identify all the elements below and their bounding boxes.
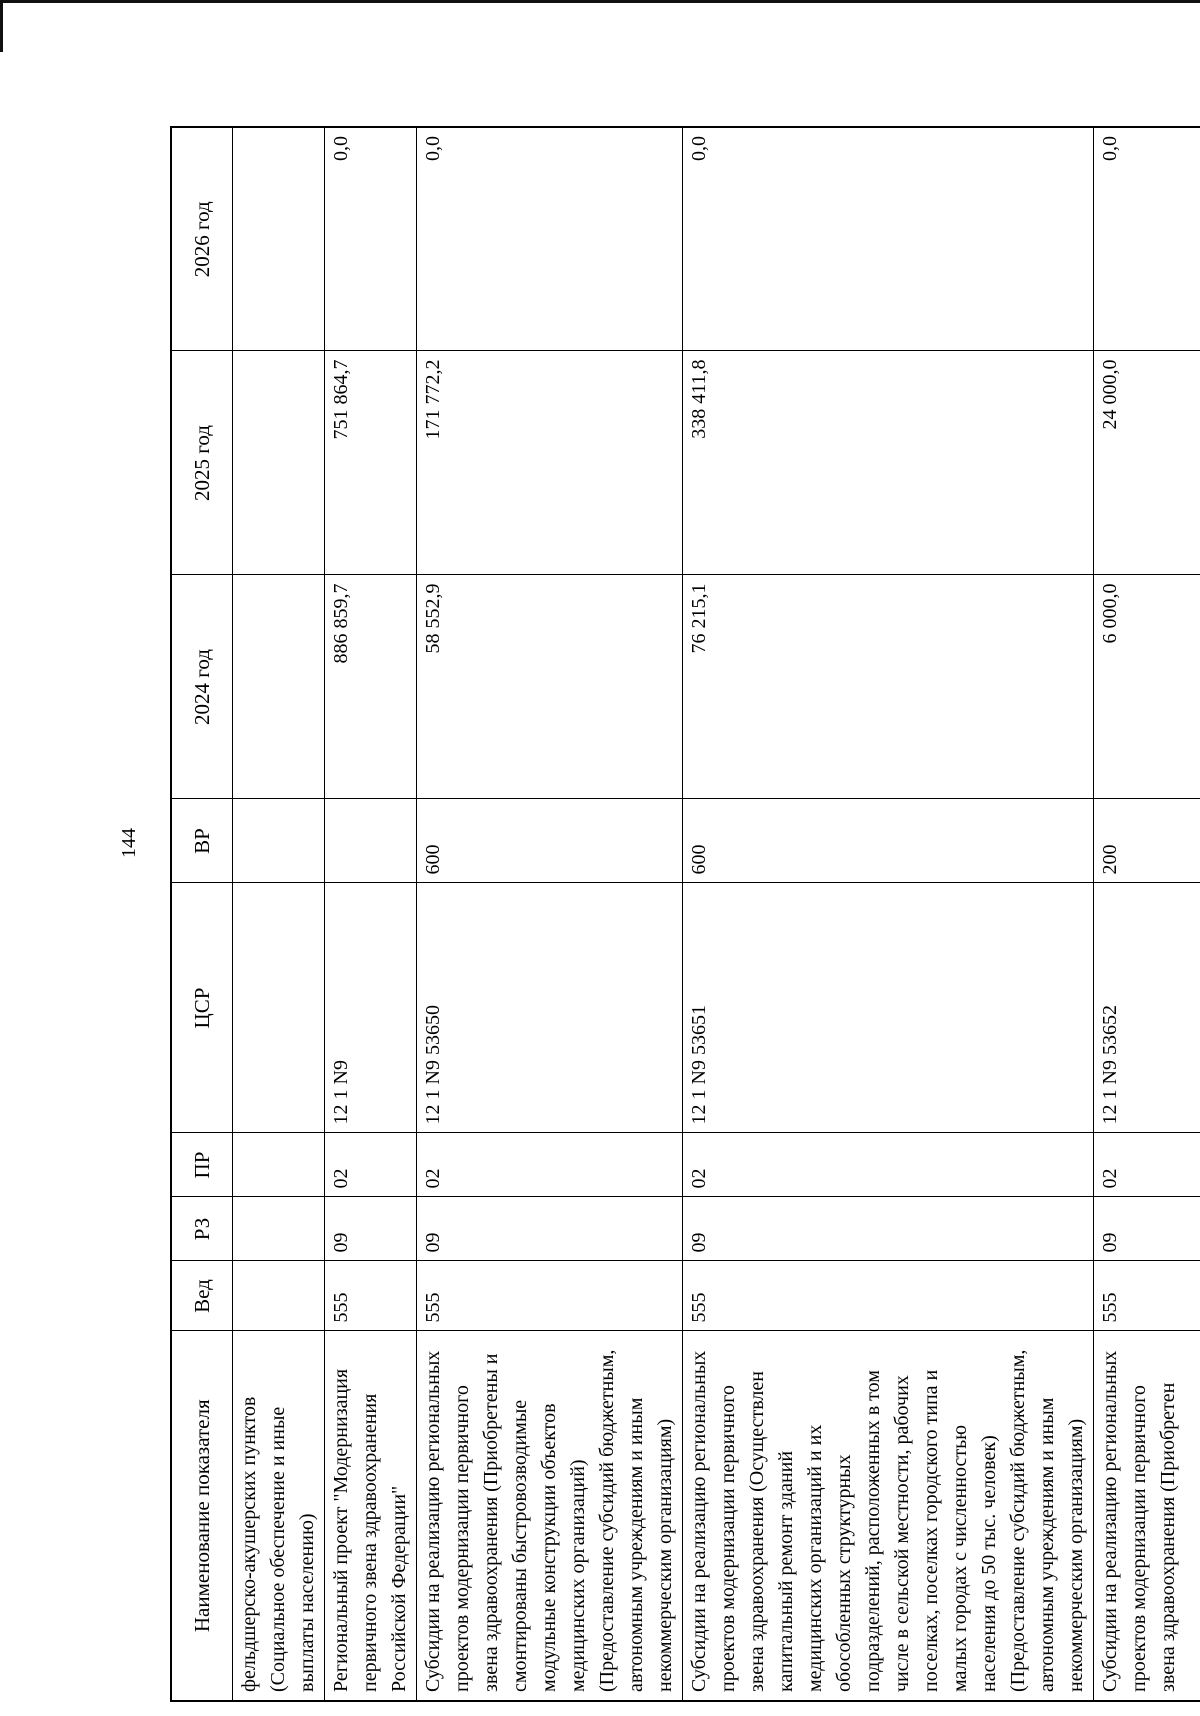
cell-2026: 0,0 (683, 127, 1094, 351)
cell-2026: 0,0 (1094, 127, 1200, 351)
cell-csr: 12 1 N9 53651 (683, 883, 1094, 1133)
header-vr: ВР (171, 799, 233, 883)
cell-csr: 12 1 N9 53650 (417, 883, 683, 1133)
table-row (1094, 127, 1200, 1701)
cell-rz (233, 1197, 325, 1261)
cell-vr: 600 (683, 799, 1094, 883)
cell-2026: 0,0 (417, 127, 683, 351)
cell-csr (233, 883, 325, 1133)
cell-pr: 02 (417, 1133, 683, 1197)
cell-name: Региональный проект "Модернизация первичного звена здравоохранения Российской Федерации" (325, 1331, 417, 1701)
cell-2024: 6 000,0 (1094, 575, 1200, 799)
cell-rz: 09 (417, 1197, 683, 1261)
table-row (683, 127, 1094, 1701)
cell-name: Субсидии на реализацию региональных проектов модернизации первичного звена здравоохранения (Приобретены и смонтированы быстровозводимые модульные конструкции объектов медицинских организаций) (Предоставление субсидий бюджетным, автономным учреждениям и иным некоммерческим организациям) (417, 1331, 683, 1701)
scan-edge-top (0, 0, 1200, 3)
cell-2025: 338 411,8 (683, 351, 1094, 575)
cell-csr: 12 1 N9 (325, 883, 417, 1133)
cell-ved (233, 1261, 325, 1331)
cell-rz: 09 (683, 1197, 1094, 1261)
cell-2026: 0,0 (325, 127, 417, 351)
header-pr: ПР (171, 1133, 233, 1197)
cell-2024: 76 215,1 (683, 575, 1094, 799)
header-csr: ЦСР (171, 883, 233, 1133)
cell-vr: 200 (1094, 799, 1200, 883)
cell-pr: 02 (325, 1133, 417, 1197)
rotated-table-wrapper (170, 128, 1179, 1702)
cell-2024: 58 552,9 (417, 575, 683, 799)
cell-2025 (233, 351, 325, 575)
cell-pr (233, 1133, 325, 1197)
cell-vr (325, 799, 417, 883)
cell-pr: 02 (683, 1133, 1094, 1197)
cell-name: фельдшерско-акушерских пунктов (Социальное обеспечение и иные выплаты населению) (233, 1331, 325, 1701)
cell-ved: 555 (417, 1261, 683, 1331)
cell-rz: 09 (1094, 1197, 1200, 1261)
cell-2026 (233, 127, 325, 351)
header-2025: 2025 год (171, 351, 233, 575)
cell-2025: 171 772,2 (417, 351, 683, 575)
scan-edge-left (0, 0, 3, 52)
cell-vr (233, 799, 325, 883)
cell-rz: 09 (325, 1197, 417, 1261)
table-header-row (171, 127, 233, 1701)
cell-pr: 02 (1094, 1133, 1200, 1197)
cell-2024: 886 859,7 (325, 575, 417, 799)
cell-ved: 555 (1094, 1261, 1200, 1331)
cell-name: Субсидии на реализацию региональных проектов модернизации первичного звена здравоохранения (Осуществлен капитальный ремонт зданий медицинских организаций и их обособленных структурных подразделений, расположенных в том числе в сельской местности, рабочих поселках, поселках городского типа и малых городах с численностью населения до 50 тыс. человек) (Предоставление субсидий бюджетным, автономным учреждениям и иным некоммерческим организациям) (683, 1331, 1094, 1701)
cell-ved: 555 (325, 1261, 417, 1331)
cell-csr: 12 1 N9 53652 (1094, 883, 1200, 1133)
cell-vr: 600 (417, 799, 683, 883)
budget-table (170, 126, 1200, 1702)
table-row (325, 127, 417, 1701)
header-2024: 2024 год (171, 575, 233, 799)
cell-2025: 24 000,0 (1094, 351, 1200, 575)
header-ved: Вед (171, 1261, 233, 1331)
header-rz: РЗ (171, 1197, 233, 1261)
header-name: Наименование показателя (171, 1331, 233, 1701)
page-number: 144 (118, 828, 140, 858)
cell-ved: 555 (683, 1261, 1094, 1331)
table-row (233, 127, 325, 1701)
cell-name: Субсидии на реализацию региональных проектов модернизации первичного звена здравоохранения (Приобретен (1094, 1331, 1200, 1701)
cell-2025: 751 864,7 (325, 351, 417, 575)
header-2026: 2026 год (171, 127, 233, 351)
cell-2024 (233, 575, 325, 799)
table-row (417, 127, 683, 1701)
